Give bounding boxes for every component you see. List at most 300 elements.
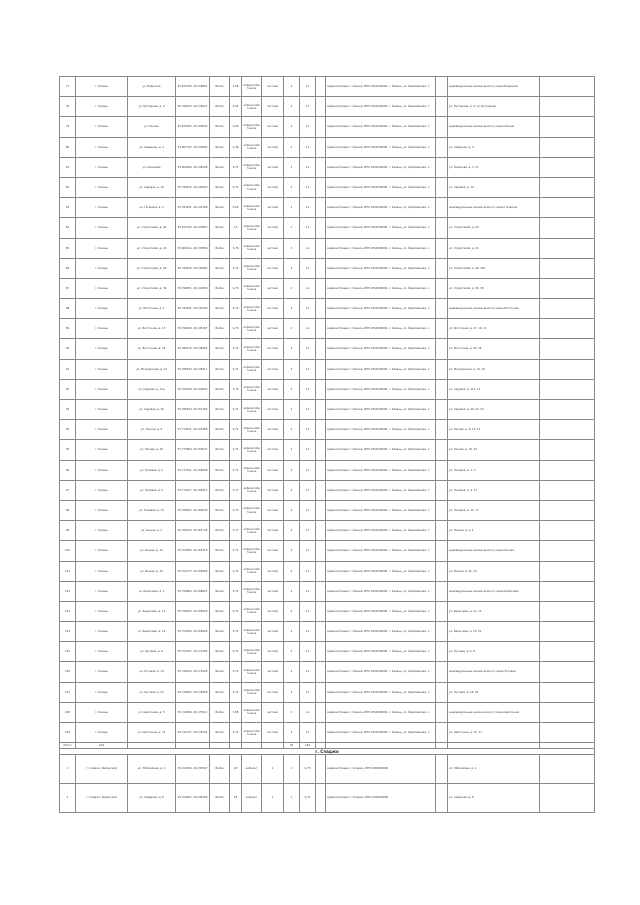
cell-cnt: 1 [284, 783, 300, 812]
cell-city: г. Казань [76, 218, 128, 238]
cell-coords: 55.812345, 49.128867 [176, 77, 210, 97]
cell-own: частная [262, 238, 284, 258]
cell-empty [436, 500, 448, 520]
cell-cnt: 3 [284, 177, 300, 197]
cell-own: 1 [262, 783, 284, 812]
cell-empty [540, 177, 595, 197]
cell-coords: 55.790233, 49.135621 [176, 97, 210, 117]
table-row [60, 420, 595, 440]
table-row [60, 754, 595, 783]
cell-cnt: 4 [284, 723, 300, 743]
cell-org: Администрация г. Казани, ИНН 1654000000, г. Казань, ул. Кремлевская, 1 [326, 339, 436, 359]
cell-org: Администрация г. Казани, ИНН 1654000000, г. Казань, ул. Кремлевская, 1 [326, 157, 436, 177]
cell-city: г. Казань [76, 258, 128, 278]
cell-coords: 55.766102, 49.161744 [176, 521, 210, 541]
cell-vol: 1,1 [300, 480, 316, 500]
cell-empty [436, 319, 448, 339]
cell-coords: 55.807745, 49.130082 [176, 137, 210, 157]
cell-coords: 55.800411, 49.139589 [176, 238, 210, 258]
table-row [60, 400, 595, 420]
cell-org: Администрация г. Казани, ИНН 1654000000, г. Казань, ул. Кремлевская, 1 [326, 480, 436, 500]
cell-type: Ветви [210, 754, 230, 783]
cell-src: ул. Лесная, д. 18, 20 [448, 440, 540, 460]
cell-org: Администрация г. Казани, ИНН 1654000000, г. Казань, ул. Кремлевская, 1 [326, 359, 436, 379]
cell-src: ул. Лесная, д. 8, 10, 12 [448, 420, 540, 440]
cell-empty [316, 117, 326, 137]
cell-area: 4,70 [230, 662, 242, 682]
cell-coords: 55.780814, 49.151793 [176, 400, 210, 420]
cell-empty [540, 460, 595, 480]
cell-coords: 55.751627, 49.171582 [176, 642, 210, 662]
cell-empty [436, 561, 448, 581]
cell-org: Администрация г. Казани, ИНН 1654000000, г. Казань, ул. Кремлевская, 1 [326, 77, 436, 97]
table-row [60, 137, 595, 157]
cell-org: Администрация г. Казани, ИНН 1654000000, г. Казань, ул. Кремлевская, 1 [326, 541, 436, 561]
cell-own: частная [262, 601, 284, 621]
cell-n: 104 [60, 622, 76, 642]
cell-vol: 1,1 [300, 702, 316, 722]
cell-vol: 1,1 [300, 299, 316, 319]
cell-city: г. Казань [76, 359, 128, 379]
cell-addr: ул. Лесная, д. 18 [128, 440, 176, 460]
cell-cnt: 4 [284, 561, 300, 581]
cell-type: Ветви [210, 682, 230, 702]
table-row [60, 723, 595, 743]
cell-coords: 55.768503, 49.160039 [176, 500, 210, 520]
cell-cover: асфальтобетонное [242, 238, 262, 258]
cell-cover: асфальтобетонное [242, 521, 262, 541]
cell-city: г. Казань [76, 622, 128, 642]
cell-own: частная [262, 521, 284, 541]
cell-empty [316, 754, 326, 783]
cell-empty [316, 198, 326, 218]
table-row [60, 500, 595, 520]
cell-empty [436, 359, 448, 379]
cell-own: 1 [262, 754, 284, 783]
cell-empty [540, 137, 595, 157]
cell-type: Ветви [210, 97, 230, 117]
cell-org: Администрация г. Казани, ИНН 1654000000, г. Казань, ул. Кремлевская, 1 [326, 642, 436, 662]
cell-city: г. Казань [76, 480, 128, 500]
cell-type: Ветви [210, 77, 230, 97]
cell-org: Администрация г. Казани, ИНН 1654000000, г. Казань, ул. Кремлевская, 1 [326, 137, 436, 157]
table-row [60, 521, 595, 541]
cell-own: частная [262, 359, 284, 379]
cell-city: г. Казань [76, 561, 128, 581]
cell-cover: асфальтобетонное [242, 137, 262, 157]
table-row [60, 682, 595, 702]
cell-empty [540, 541, 595, 561]
cell-coords: 55.785633, 49.148217 [176, 359, 210, 379]
cell-org: Администрация г. Казани, ИНН 1654000000, г. Казань, ул. Кремлевская, 1 [326, 500, 436, 520]
cell-empty [316, 177, 326, 197]
cell-city: г. Казань [76, 157, 128, 177]
cell-empty [540, 359, 595, 379]
cell-org: Администрация г. Казани, ИНН 1654000000, г. Казань, ул. Кремлевская, 1 [326, 198, 436, 218]
cell-vol: 0,75 [300, 754, 316, 783]
cell-empty [436, 218, 448, 238]
cell-vol: 1,1 [300, 420, 316, 440]
cell-empty [540, 500, 595, 520]
cell-empty [540, 97, 595, 117]
table-row [60, 117, 595, 137]
cell-src: индивидуальные жилые дома по улице Восточная [448, 299, 540, 319]
cell-addr: ул. Речная, д. 22 [128, 561, 176, 581]
cell-empty [540, 278, 595, 298]
cell-n: 108 [60, 702, 76, 722]
cell-city: г. Казань [76, 460, 128, 480]
cell-vol: 1,1 [300, 460, 316, 480]
cell-addr: ул. Полевая, д. 15 [128, 500, 176, 520]
cell-city: г. Сладжо, Рыбинский [76, 783, 128, 812]
cell-coords: 55.014567, 49.236789 [176, 783, 210, 812]
cell-empty [436, 137, 448, 157]
cell-cnt: 3 [284, 157, 300, 177]
cell-own: частная [262, 622, 284, 642]
cell-empty [316, 682, 326, 702]
cell-own: частная [262, 642, 284, 662]
cell-vol: 1,1 [300, 601, 316, 621]
cell-vol: 1,1 [300, 521, 316, 541]
cell-n: 97 [60, 480, 76, 500]
cell-area: 4,70 [230, 299, 242, 319]
cell-src: ул. Береговая, д. 19, 21 [448, 622, 540, 642]
cell-city: г. Казань [76, 77, 128, 97]
cell-addr: ул. Полевая, д. 1 [128, 460, 176, 480]
cell-city: г. Казань [76, 440, 128, 460]
cell-empty [540, 480, 595, 500]
cell-empty [316, 379, 326, 399]
cell-cover: асфальтобетонное [242, 702, 262, 722]
cell-empty [540, 238, 595, 258]
cell-org: Администрация г. Казани, ИНН 1654000000, г. Казань, ул. Кремлевская, 1 [326, 117, 436, 137]
cell-org: Администрация г. Казани, ИНН 1654000000, г. Казань, ул. Кремлевская, 1 [326, 400, 436, 420]
table-row [60, 440, 595, 460]
cell-city: г. Казань [76, 420, 128, 440]
cell-empty [540, 198, 595, 218]
cell-empty [436, 299, 448, 319]
cell-org: Администрация г. Казани, ИНН 1654000000, г. Казань, ул. Кремлевская, 1 [326, 379, 436, 399]
cell-empty [316, 541, 326, 561]
table-row [60, 480, 595, 500]
cell-type: Ветви [210, 400, 230, 420]
cell-area: 3,88 [230, 702, 242, 722]
cell-cover: асфальтобетонное [242, 97, 262, 117]
cell-vol: 1,1 [300, 157, 316, 177]
cell-org: Администрация г. Казани, ИНН 1654000000, г. Казань, ул. Кремлевская, 1 [326, 521, 436, 541]
cell-empty [316, 278, 326, 298]
cell-area: 5,72 [230, 258, 242, 278]
cell-cover: асфальтобетонное [242, 258, 262, 278]
table-row [60, 218, 595, 238]
cell-type: Ветви [210, 440, 230, 460]
table-row [60, 299, 595, 319]
table-row [60, 783, 595, 812]
table-row [60, 379, 595, 399]
cell-own: частная [262, 157, 284, 177]
cell-cover: асфальтобетонное [242, 440, 262, 460]
cell-type: Ветви [210, 218, 230, 238]
cell-cover: асфальтобетонное [242, 723, 262, 743]
cell-src: индивидуальные жилые дома по улице Речная [448, 541, 540, 561]
cell-n: 94 [60, 420, 76, 440]
cell-area: 2,94 [230, 97, 242, 117]
cell-area: 3,76 [230, 379, 242, 399]
cell-empty [540, 400, 595, 420]
cell-coords: 55.770917, 49.158412 [176, 480, 210, 500]
cell-addr: ул. Лесная, д. 8 [128, 420, 176, 440]
cell-addr: ул. Цветочная, д. 15 [128, 723, 176, 743]
cell-cover: асфальтобетонное [242, 117, 262, 137]
cell-city: г. Казань [76, 379, 128, 399]
cell-type: Ветви [210, 299, 230, 319]
cell-cover: асфальтобетонное [242, 642, 262, 662]
cell-empty [316, 77, 326, 97]
cell-empty [316, 662, 326, 682]
cell-city: г. Казань [76, 198, 128, 218]
cell-city: г. Казань [76, 541, 128, 561]
cell-city: г. Казань [76, 137, 128, 157]
cell-type: Ветви [210, 561, 230, 581]
cell-empty [540, 420, 595, 440]
cell-type: Ветви [210, 420, 230, 440]
cell-cover: асфальтобетонное [242, 500, 262, 520]
cell-own: частная [262, 541, 284, 561]
cell-addr: ул. Молодежная, д. 14 [128, 359, 176, 379]
cell-type: Ветви [210, 642, 230, 662]
cell-empty [436, 177, 448, 197]
cell-area: 5,72 [230, 339, 242, 359]
cell-vol: 1,1 [300, 198, 316, 218]
cell-area: 5,72 [230, 420, 242, 440]
cell-addr: ул. Луговая, д. 6 [128, 642, 176, 662]
cell-empty [436, 278, 448, 298]
cell-org: Администрация г. Казани, ИНН 1654000000, г. Казань, ул. Кремлевская, 1 [326, 460, 436, 480]
cell-type: Ветви [210, 480, 230, 500]
cell-org: Администрация г. Казани, ИНН 1654000000, г. Казань, ул. Кремлевская, 1 [326, 581, 436, 601]
cell-addr: ул. Юбилейная, д. 2 [128, 754, 176, 783]
cell-addr: ул. Северная, д. 8 [128, 783, 176, 812]
cell-cover: асфальтобетонное [242, 480, 262, 500]
cell-n: 100 [60, 541, 76, 561]
cell-empty [436, 480, 448, 500]
cell-coords: 55.796871, 49.141956 [176, 278, 210, 298]
cell-own: частная [262, 723, 284, 743]
cell-src: индивидуальные жилые дома по улице Водников [448, 77, 540, 97]
cell-vol: 1,1 [300, 541, 316, 561]
cell-cnt: 2 [284, 77, 300, 97]
cell-cover: асфальтобетонное [242, 177, 262, 197]
cell-vol: 1,1 [300, 723, 316, 743]
cell-src: ул. Восточная, д. 17, 19, 21 [448, 319, 540, 339]
cell-empty [316, 339, 326, 359]
cell-org: Администрация г. Казани, ИНН 1654000000, г. Казань, ул. Кремлевская, 1 [326, 662, 436, 682]
total-sum_cnt: 92 [284, 743, 300, 749]
cell-org: Администрация г. Казани, ИНН 1654000000, г. Казань, ул. Кремлевская, 1 [326, 278, 436, 298]
cell-own: частная [262, 400, 284, 420]
cell-org: Администрация г. Казани, ИНН 1654000000, г. Казань, ул. Кремлевская, 1 [326, 702, 436, 722]
cell-empty [316, 238, 326, 258]
cell-own: частная [262, 258, 284, 278]
cell-addr: ул. Восточная, д. 17 [128, 319, 176, 339]
cell-n: 79 [60, 117, 76, 137]
cell-empty [540, 440, 595, 460]
cell-cover: асфальтобетонное [242, 319, 262, 339]
cell-n: 106 [60, 662, 76, 682]
cell-empty [540, 662, 595, 682]
cell-city: г. Казань [76, 581, 128, 601]
cell-vol: 1,1 [300, 117, 316, 137]
cell-cover: асфальтобетонное [242, 622, 262, 642]
total-count: 109 [76, 743, 128, 749]
cell-area: 2,00 [230, 117, 242, 137]
cell-addr: ул. Строителей, д. 20 [128, 218, 176, 238]
cell-org: Администрация г. Казани, ИНН 1654000000, г. Казань, ул. Кремлевская, 1 [326, 319, 436, 339]
cell-addr: ул. Береговая, д. 3 [128, 581, 176, 601]
cell-empty [316, 500, 326, 520]
table-row [60, 622, 595, 642]
cell-empty [316, 218, 326, 238]
cell-n: 89 [60, 319, 76, 339]
cell-empty [436, 723, 448, 743]
cell-src: ул. Цветочная, д. 15, 17 [448, 723, 540, 743]
cell-area: 5,72 [230, 400, 242, 420]
cell-own: частная [262, 480, 284, 500]
cell-addr: ул. Садовая, д. 10 [128, 177, 176, 197]
document-page [59, 76, 594, 813]
cell-empty [436, 541, 448, 561]
cell-cnt: 3 [284, 258, 300, 278]
cell-own: частная [262, 440, 284, 460]
cell-empty [540, 754, 595, 783]
cell-empty [436, 198, 448, 218]
cell-type: Ветви [210, 601, 230, 621]
cell-empty [316, 723, 326, 743]
cell-empty [316, 157, 326, 177]
cell-org: Администрация г. Казани, ИНН 1654000000, г. Казань, ул. Кремлевская, 1 [326, 622, 436, 642]
cell-n: 95 [60, 440, 76, 460]
cell-addr: ул. Восточная, д. 3 [128, 299, 176, 319]
cell-cnt: 2 [284, 702, 300, 722]
cell-own: частная [262, 137, 284, 157]
cell-vol: 1,1 [300, 642, 316, 662]
cell-addr: ул. Рахимова [128, 157, 176, 177]
cell-n: 77 [60, 77, 76, 97]
cell-src: ул. Рахимова, д. 3, 11 [448, 157, 540, 177]
cell-cnt: 4 [284, 400, 300, 420]
cell-own: частная [262, 662, 284, 682]
cell-own: частная [262, 97, 284, 117]
cell-empty [540, 218, 595, 238]
cell-coords: 55.775884, 49.155047 [176, 440, 210, 460]
cell-cnt: 3 [284, 642, 300, 662]
cell-n: 87 [60, 278, 76, 298]
cell-empty [436, 440, 448, 460]
table-row [60, 702, 595, 722]
cell-coords: 55.783451, 49.141288 [176, 198, 210, 218]
table-row [60, 561, 595, 581]
cell-area: 5,72 [230, 622, 242, 642]
cell-n: 83 [60, 198, 76, 218]
cell-src: индивидуальные жилые дома по улице Гагарина [448, 198, 540, 218]
cell-src: ул. Строителей, д. 28, 30а [448, 258, 540, 278]
cell-cover: асфальтобетонное [242, 359, 262, 379]
cell-n: 1 [60, 754, 76, 783]
cell-empty [436, 601, 448, 621]
cell-n: 105 [60, 642, 76, 662]
cell-src: ул. Юбилейная, д. 2 [448, 754, 540, 783]
cell-src: ул. Садовая, д. 11а, 13 [448, 379, 540, 399]
cell-own: частная [262, 198, 284, 218]
cell-n: 98 [60, 500, 76, 520]
cell-area: 5,72 [230, 601, 242, 621]
cell-empty [316, 420, 326, 440]
cell-empty [540, 77, 595, 97]
cell-cover: асфальтобетонное [242, 561, 262, 581]
cell-src: ул. Бутлерова, д. 9, ул. Бутлерова [448, 97, 540, 117]
cell-empty [316, 440, 326, 460]
cell-src: ул. Молодежная, д. 14, 16 [448, 359, 540, 379]
cell-cover: асфальтобетонное [242, 601, 262, 621]
cell-empty [540, 157, 595, 177]
cell-cnt: 4 [284, 440, 300, 460]
cell-vol: 1,1 [300, 339, 316, 359]
cell-area: 4,70 [230, 319, 242, 339]
cell-coords: 55.815267, 49.100945 [176, 117, 210, 137]
cell-cover: асфальтобетонное [242, 460, 262, 480]
cell-src: ул. Строителей, д. 24 [448, 238, 540, 258]
registry-table [59, 76, 595, 813]
cell-vol: 1,1 [300, 682, 316, 702]
cell-own: частная [262, 460, 284, 480]
cell-area: 2,36 [230, 137, 242, 157]
cell-own: частная [262, 218, 284, 238]
cell-cover: асфальтобетонное [242, 541, 262, 561]
cell-addr: ул. Полевая, д. 9 [128, 480, 176, 500]
cell-cover: асфальтобетонное [242, 662, 262, 682]
cell-coords: 55.741977, 49.178144 [176, 723, 210, 743]
cell-vol: 1,1 [300, 379, 316, 399]
cell-coords: 55.758864, 49.166621 [176, 581, 210, 601]
cell-area: 4,70 [230, 561, 242, 581]
cell-cover: асфальтобетонное [242, 581, 262, 601]
table-row [60, 460, 595, 480]
cell-type: Ветви [210, 541, 230, 561]
cell-org: Администрация г. Казани, ИНН 1654000000, г. Казань, ул. Кремлевская, 1 [326, 440, 436, 460]
cell-addr: ул. Водников [128, 77, 176, 97]
cell-src: индивидуальные жилые дома по улице Луговая [448, 662, 540, 682]
cell-addr: ул. Строителей, д. 36 [128, 278, 176, 298]
cell-type: Ветви [210, 117, 230, 137]
cell-city: г. Казань [76, 662, 128, 682]
cell-n: 93 [60, 400, 76, 420]
cell-cnt: 3 [284, 238, 300, 258]
cell-addr: ул. Речная, д. 2 [128, 521, 176, 541]
cell-empty [316, 299, 326, 319]
cell-addr: ул. Восточная, д. 26 [128, 339, 176, 359]
cell-own: частная [262, 561, 284, 581]
cell-src: ул. Луговая, д. 6, 8 [448, 642, 540, 662]
cell-src: ул. Садовая, д. 10 [448, 177, 540, 197]
cell-cover: асфальтобетонное [242, 218, 262, 238]
cell-vol: 1,1 [300, 218, 316, 238]
table-row [60, 359, 595, 379]
cell-cover: асфальтобетонное [242, 198, 262, 218]
cell-cover: асфальтобетонное [242, 400, 262, 420]
table-row [60, 581, 595, 601]
cell-area: 3,76 [230, 238, 242, 258]
cell-coords: 55.795612, 49.140443 [176, 177, 210, 197]
